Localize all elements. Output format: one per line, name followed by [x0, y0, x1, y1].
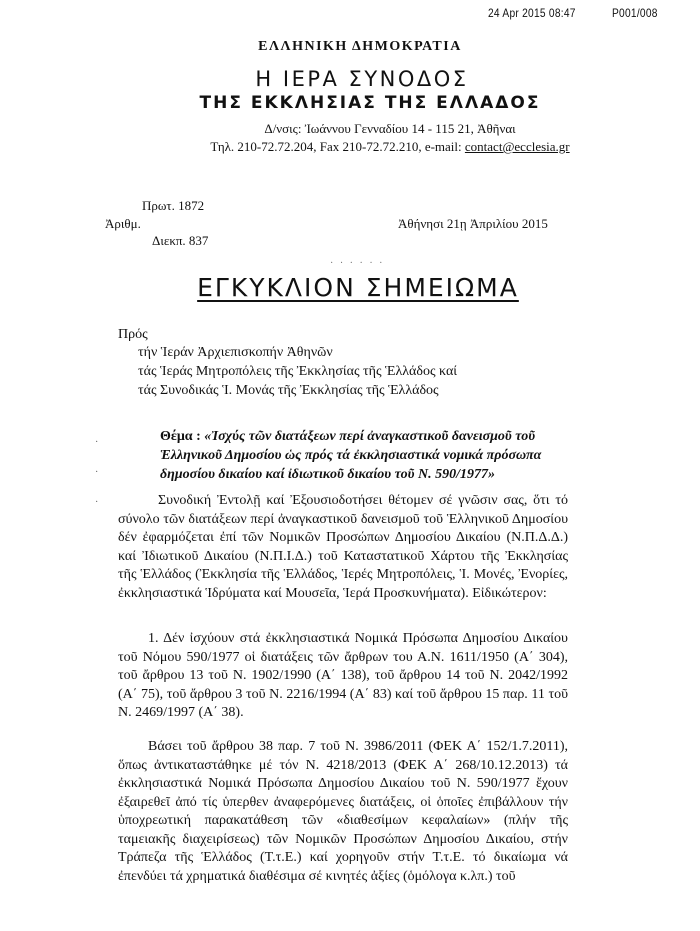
body-paragraph — [118, 738, 568, 886]
document-date: Ἀθήνησι 21ῃ Ἀπριλίου 2015 — [398, 216, 548, 231]
body-paragraph — [118, 492, 568, 603]
number-label: Ἀριθμ. — [105, 216, 141, 231]
recipients-label: Πρός — [118, 327, 148, 342]
separator-dots: · · · · · · — [330, 258, 385, 269]
contact-email-link[interactable]: contact@ecclesia.gr — [464, 139, 570, 154]
fax-page-number: P001/008 — [612, 6, 658, 20]
margin-mark: · — [95, 497, 99, 508]
subject-label: Θέμα : — [160, 429, 201, 444]
recipient-line: τάς Συνοδικάς Ἱ. Μονάς τῆς Ἐκκλησίας τῆς Ἑλλάδος — [138, 383, 439, 398]
letterhead-address: Δ/νσις: Ἰωάννου Γενναδίου 14 - 115 21, Ἀθῆναι — [264, 121, 516, 136]
letterhead-contact — [40, 139, 700, 155]
memo-title: ΕΓΚΥΚΛΙΟΝ ΣΗΜΕΙΩΜΑ — [197, 273, 519, 302]
margin-mark: · — [95, 467, 99, 478]
contact-phone-fax: Τηλ. 210-72.72.204, Fax 210-72.72.210, e-mail: — [210, 139, 465, 154]
margin-mark: · — [95, 437, 99, 448]
body-paragraph — [118, 630, 568, 723]
paragraph-text: Βάσει τοῦ ἄρθρου 38 παρ. 7 τοῦ Ν. 3986/2011 (ΦΕΚ Α΄ 152/1.7.2011), ὅπως ἀντικαταστάθηκε μέ τόν Ν. 4218/2013 (ΦΕΚ Α΄ 268/10.12.2013) τά ἐκκλησιαστικά Νομικά Πρόσωπα Δημοσίου Δικαίου τοῦ Ν. 590/1977 ἔχουν ἐξαιρεθεῖ ἀπό τίς ὑπερθεν ἀναφερόμενες διατάξεις, οἱ ὁποῖες ἐπιβάλλουν τήν ὑποχρεωτική παρακατάθεση τῶν «διαθεσίμων κεφαλαίων» (πλήν τῆς ταμειακῆς διαχειρίσεως) τῶν Νομικῶν Προσώπων Δημοσίου Δικαίου, στήν Τράπεζα τῆς Ἑλλάδος (Τ.τ.Ε.) καί χορηγοῦν στήν Τ.τ.Ε. τό δικαίωμα νά ἐπενδύει τά χρηματικά διαθέσιμα σέ κινητές ἀξίες (ὁμόλογα κ.λπ.) τοῦ — [118, 739, 568, 884]
protocol-number: Πρωτ. 1872 — [142, 198, 205, 213]
paragraph-text: Συνοδική Ἐντολῇ καί Ἐξουσιοδοτήσει θέτομεν σέ γνῶσιν σας, ὅτι τό σύνολο τῶν διατάξεων περί ἀναγκαστικοῦ δανεισμοῦ τοῦ Ἑλληνικοῦ Δημοσίου δέν ἐφαρμόζεται ἐπί τῶν Νομικῶν Προσώπων Δημοσίου Δικαίου (Ν.Π.Δ.Δ.) καί Ἰδιωτικοῦ Δικαίου (Ν.Π.Ι.Δ.) τοῦ Καταστατικοῦ Χάρτου τῆς Ἐκκλησίας τῆς Ἑλλάδος (Ἐκκλησία τῆς Ἑλλάδος, Ἱερές Μητροπόλεις, Ἱ. Μονές, Ἐνορίες, ἐκκλησιαστικά Ἱδρύματα καί Μουσεῖα, Ἱερά Προσκυνήματα). Εἰδικώτερον: — [118, 493, 568, 601]
recipient-line: τάς Ἱεράς Μητροπόλεις τῆς Ἐκκλησίας τῆς Ἑλλάδος καί — [138, 364, 458, 379]
fax-timestamp: 24 Apr 2015 08:47 — [488, 6, 576, 20]
letterhead-republic: ΕΛΛΗΝΙΚΗ ΔΗΜΟΚΡΑΤΙΑ — [258, 39, 462, 54]
subject-text: «Ἰσχύς τῶν διατάξεων περί ἀναγκαστικοῦ δανεισμοῦ τοῦ Ἑλληνικοῦ Δημοσίου ὡς πρός τά ἐκκλησιαστικά νομικά πρόσωπα δημοσίου δικαίου καί ἰδιωτικοῦ δικαίου τοῦ Ν. 590/1977» — [160, 429, 542, 482]
recipient-line: τήν Ἱεράν Ἀρχιεπισκοπήν Ἀθηνῶν — [138, 345, 333, 360]
dispatch-number: Διεκπ. 837 — [152, 233, 209, 248]
subject-block — [160, 427, 565, 484]
letterhead-synod: Η ΙΕΡΑ ΣΥΝΟΔΟΣ — [255, 67, 469, 91]
paragraph-text: 1. Δέν ἰσχύουν στά ἐκκλησιαστικά Νομικά Πρόσωπα Δημοσίου Δικαίου τοῦ Νόμου 590/1977 οἱ διατάξεις τῶν ἄρθρων του Α.Ν. 1611/1950 (Α΄ 304), τοῦ ἄρθρου 13 τοῦ Ν. 1902/1990 (Α΄ 138), τοῦ ἄρθρου 14 τοῦ Ν. 2042/1992 (Α΄ 75), τοῦ ἄρθρου 3 τοῦ Ν. 2216/1994 (Α΄ 83) καί τοῦ ἄρθρου 15 παρ. 11 τοῦ Ν. 2469/1997 (Α΄ 38). — [118, 631, 568, 720]
letterhead-church: ΤΗΣ ΕΚΚΛΗΣΙΑΣ ΤΗΣ ΕΛΛΑΔΟΣ — [199, 93, 541, 113]
